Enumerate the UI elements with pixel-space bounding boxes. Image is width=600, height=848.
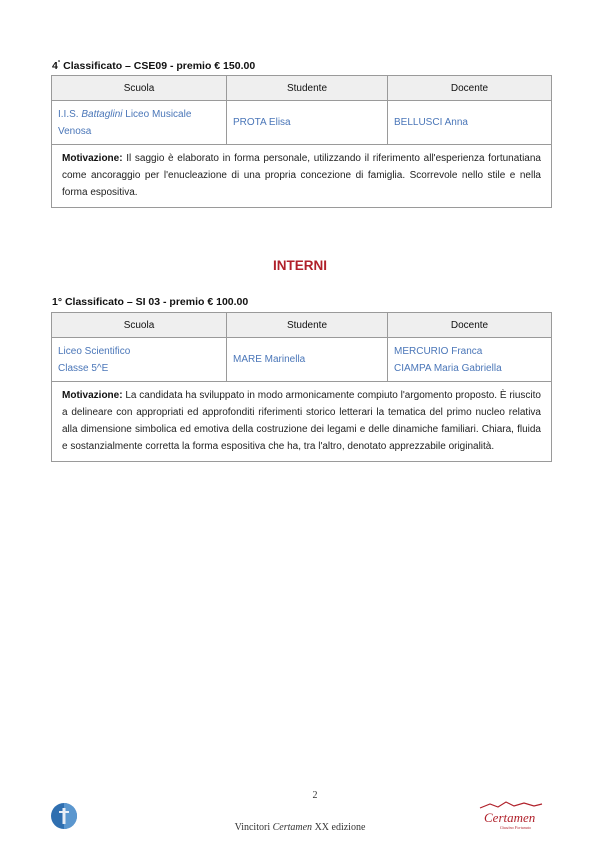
entry1-student: PROTA Elisa: [227, 101, 388, 145]
entry2-motivation-label: Motivazione:: [62, 390, 123, 401]
entry2-teacher: MERCURIO Franca CIAMPA Maria Gabriella: [388, 338, 552, 382]
entry1-header-row: [52, 76, 552, 101]
entry1-header-student: Studente: [227, 76, 388, 101]
entry1-rank: 4: [52, 60, 58, 72]
entry1-school: I.I.S. Battaglini Liceo Musicale Venosa: [52, 101, 227, 145]
entry2-header-teacher: Docente: [388, 313, 552, 338]
entry2-header-row: [52, 313, 552, 338]
entry1-title: [52, 60, 255, 72]
entry1-header-school: Scuola: [52, 76, 227, 101]
entry2-data-row: [52, 338, 552, 382]
entry1-motivation-text: Il saggio è elaborato in forma personale, utilizzando il riferimento all'esperienza fortunatiana come ancoraggio per l'enucleazione di una propria concezione di famiglia. Scorrevole nello stile e nella forma espositiva.: [62, 153, 541, 198]
entry1-rank-sup: °: [57, 60, 61, 67]
entry2-title: 1° Classificato – SI 03 - premio € 100.00: [52, 296, 249, 308]
certamen-logo-icon: [478, 800, 544, 832]
entry1-motivation-row: [52, 145, 552, 208]
footer-text: Vincitori Certamen XX edizione: [234, 822, 366, 833]
entry2-table: [51, 312, 552, 462]
certamen-logo-subscript: Giustino Fortunato: [500, 825, 532, 830]
entry2-motivation-text: La candidata ha sviluppato in modo armonicamente compiuto l'argomento proposto. È riuscito a delineare con appropriati ed approfonditi riferimenti storico letterari la tematica del primo nucleo relativa alla dimensione simbolica ed emotiva della costruzione dei legami e delle dinamiche familiari. Chiara, fluida e sostanzialmente corretta la forma espositiva che ha, tra l'altro, denotato apprezzabile originalità.: [62, 390, 541, 452]
certamen-logo-script: Certamen: [484, 810, 536, 825]
entry1-motivation-label: Motivazione:: [62, 153, 123, 164]
entry2-student: MARE Marinella: [227, 338, 388, 382]
entry2-school: Liceo Scientifico Classe 5^E: [52, 338, 227, 382]
entry2-header-school: Scuola: [52, 313, 227, 338]
page-number: 2: [312, 790, 318, 801]
entry1-motivation: [52, 145, 552, 208]
entry2-motivation: [52, 382, 552, 462]
entry1-table: [51, 75, 552, 208]
entry1-title-text: Classificato – CSE09 - premio € 150.00: [60, 60, 256, 72]
entry2-header-student: Studente: [227, 313, 388, 338]
entry1-data-row: [52, 101, 552, 145]
entry1-teacher: BELLUSCI Anna: [388, 101, 552, 145]
entry2-motivation-row: [52, 382, 552, 462]
entry1-header-teacher: Docente: [388, 76, 552, 101]
section-heading-interni: INTERNI: [273, 258, 327, 273]
